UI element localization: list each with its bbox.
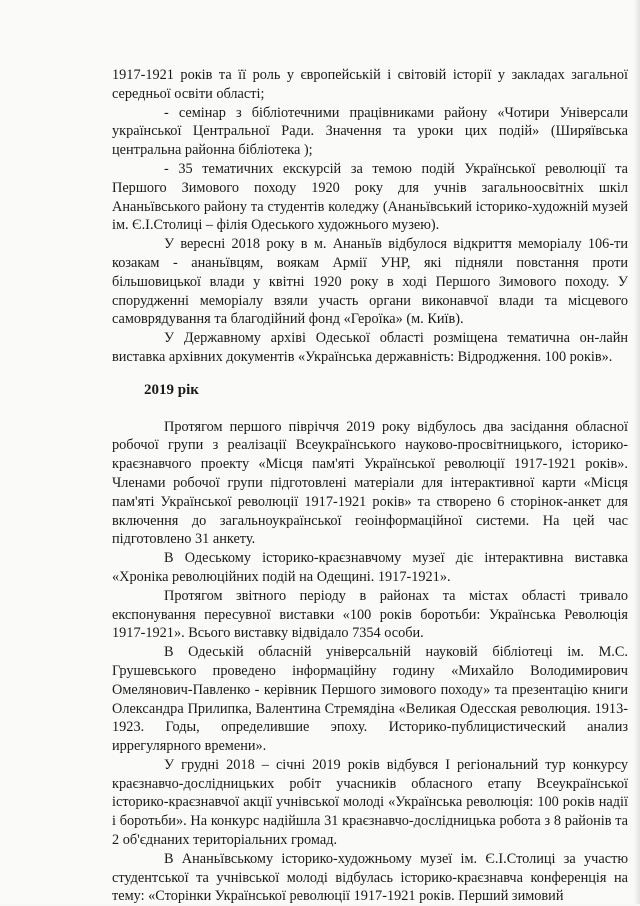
paragraph: В Ананьївському історико-художньому музеї ім. Є.І.Столиці за участю студентської та учнівської молоді відбулась історико-краєзнавча конференція на тему: «Сторінки Української революції 1917-1921 років. Перший зимовий (112, 850, 628, 905)
paragraph: У грудні 2018 – січні 2019 років відбувся І регіональний тур конкурсу краєзнавчо-дослідницьких робіт учасників обласного етапу Всеукраїнської історико-краєзнавчої акції учнівської молоді «Українська революція: 100 років надії і боротьби». На конкурс надійшла 31 краєзнавчо-дослідницька робота з 8 районів та 2 об'єднаних територіальних громад. (112, 756, 628, 849)
document-body (112, 66, 628, 906)
section-heading-2019: 2019 рік (144, 381, 199, 398)
paragraph: - 35 тематичних екскурсій за темою подій Української революції та Першого Зимового походу 1920 року для учнів загальноосвітніх шкіл Ананьївського району та студентів коледжу (Ананьївський історико-художній музей ім. Є.І.Столиці – філія Одеського художнього музею). (112, 160, 628, 234)
section-2018-continued (112, 66, 628, 367)
section-2019 (112, 418, 628, 906)
paragraph: Протягом звітного періоду в районах та містах області тривало експонування пересувної виставки «100 років боротьби: Українська Революція 1917-1921». Всього виставку відвідало 7354 особи. (112, 587, 628, 642)
paragraph: В Одеському історико-краєзнавчому музеї діє інтерактивна виставка «Хроніка революційних подій на Одещині. 1917-1921». (112, 550, 628, 585)
paragraph: В Одеській обласній універсальній науковій бібліотеці ім. М.С. Грушевського проведено інформаційну годину «Михайло Володимирович Омелянович-Павленко - керівник Першого зимового походу» та презентацію книги Олександра Прилипка, Валентина Стремядіна «Великая Одесская революция. 1913-1923. Годы, определившие эпоху. Историко-публицистический анализ иррегулярного времени». (112, 644, 628, 755)
paragraph: Протягом першого півріччя 2019 року відбулось два засідання обласної робочої групи з реалізації Всеукраїнського науково-просвітницького, історико-краєзнавчого проекту «Місця пам'яті Української революції 1917-1921 років». Членами робочої групи підготовлені матеріали для інтерактивної карти «Місця пам'яті Української революції 1917-1921 років» та створено 6 сторінок-анкет для включення до загальноукраїнської геоінформаційної системи. На цей час підготовлено 31 анкету. (112, 418, 628, 548)
paragraph: У Державному архіві Одеської області розміщена тематична он-лайн виставка архівних документів «Українська державність: Відродження. 100 років». (112, 330, 628, 365)
scan-edge (634, 0, 640, 904)
paragraph: - семінар з бібліотечними працівниками району «Чотири Універсали української Центральної Ради. Значення та уроки цих подій» (Ширяївська центральна районна бібліотека ); (112, 104, 628, 159)
paragraph: 1917-1921 років та її роль у європейській і світовій історії у закладах загальної середньої освіти області; (112, 67, 628, 102)
paragraph: У вересні 2018 року в м. Ананьїв відбулося відкриття меморіалу 106-ти козакам - ананьївцям, воякам Армії УНР, які підняли повстання проти більшовицької влади у квітні 1920 року в ході Першого Зимового походу. У спорудженні меморіалу взяли участь органи виконавчої влади та місцевого самоврядування та благодійний фонд «Героїка» (м. Київ). (112, 236, 628, 328)
